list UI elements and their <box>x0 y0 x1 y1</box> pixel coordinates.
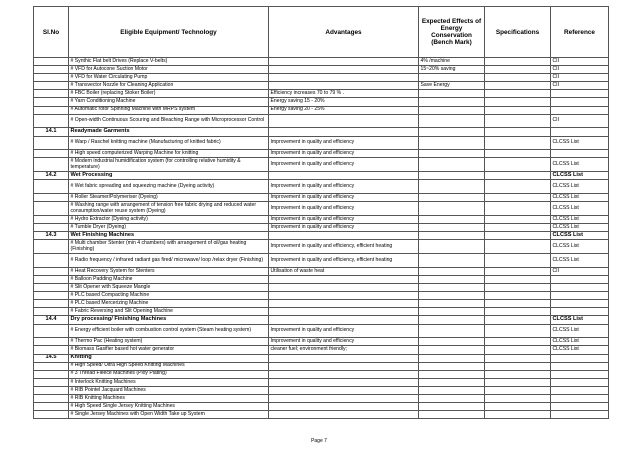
cell-advantages <box>269 232 419 240</box>
table-row <box>34 362 609 370</box>
cell-reference <box>551 90 609 98</box>
cell-advantages: Improvement in quality and efficiency <box>269 202 419 216</box>
table-row <box>34 324 609 338</box>
cell-equipment: # Hydro Extractor (Dyeing activity) <box>69 216 269 224</box>
cell-slno <box>34 58 69 66</box>
cell-reference: CLCSS List <box>551 216 609 224</box>
cell-reference <box>551 128 609 136</box>
cell-advantages: Improvement in quality and efficiency <box>269 158 419 172</box>
cell-specifications <box>485 106 551 114</box>
cell-equipment: Wet Processing <box>69 172 269 180</box>
cell-expected <box>419 254 485 268</box>
cell-expected <box>419 324 485 338</box>
table-row <box>34 240 609 254</box>
cell-expected <box>419 232 485 240</box>
cell-expected <box>419 128 485 136</box>
cell-expected <box>419 136 485 150</box>
cell-advantages <box>269 284 419 292</box>
cell-slno <box>34 267 69 275</box>
cell-specifications <box>485 308 551 316</box>
table-row <box>34 292 609 300</box>
cell-expected <box>419 202 485 216</box>
cell-specifications <box>485 74 551 82</box>
table-row <box>34 224 609 232</box>
cell-advantages <box>269 58 419 66</box>
cell-advantages: Improvement in quality and efficiency, efficient heating <box>269 254 419 268</box>
cell-specifications <box>485 386 551 394</box>
cell-reference: CII <box>551 74 609 82</box>
cell-reference: CLCSS List <box>551 224 609 232</box>
cell-reference <box>551 362 609 370</box>
table-row <box>34 370 609 378</box>
cell-reference <box>551 411 609 419</box>
section-row <box>34 128 609 136</box>
cell-equipment: # Heat Recovery System for Stenters <box>69 267 269 275</box>
cell-reference: CLCSS List <box>551 254 609 268</box>
cell-slno <box>34 292 69 300</box>
cell-equipment: # RIB Pointel Jacquard Machines <box>69 386 269 394</box>
cell-slno <box>34 370 69 378</box>
cell-slno <box>34 74 69 82</box>
cell-slno <box>34 114 69 128</box>
cell-equipment: # Interlock Knitting Machines <box>69 378 269 386</box>
cell-slno <box>34 202 69 216</box>
cell-specifications <box>485 98 551 106</box>
cell-advantages <box>269 82 419 90</box>
cell-slno <box>34 98 69 106</box>
header-row <box>34 7 609 58</box>
cell-equipment: Knitting <box>69 354 269 362</box>
header-equipment: Eligible Equipment/ Technology <box>69 7 269 58</box>
cell-reference: CLCSS List <box>551 158 609 172</box>
cell-slno <box>34 150 69 158</box>
cell-specifications <box>485 90 551 98</box>
header-expected-effects: Expected Effects of Energy Conservation (Bench Mark) <box>419 7 485 58</box>
cell-specifications <box>485 300 551 308</box>
cell-expected <box>419 411 485 419</box>
cell-equipment: # Transvector Nozzle for Cleaning Application <box>69 82 269 90</box>
cell-specifications <box>485 362 551 370</box>
cell-equipment: # Roller Steamer/Polymeriser (Dyeing) <box>69 194 269 202</box>
table-row <box>34 254 609 268</box>
cell-reference <box>551 395 609 403</box>
table-row <box>34 300 609 308</box>
section-row <box>34 354 609 362</box>
cell-advantages: Improvement in quality and efficiency <box>269 180 419 194</box>
cell-expected <box>419 216 485 224</box>
header-slno: Sl.No <box>34 7 69 58</box>
cell-reference <box>551 378 609 386</box>
cell-specifications <box>485 58 551 66</box>
cell-advantages <box>269 308 419 316</box>
cell-equipment: # Balloon Padding Machine <box>69 275 269 283</box>
cell-reference <box>551 386 609 394</box>
table-row <box>34 216 609 224</box>
cell-equipment: # High Speed/ Ultra High Speed Knitting Machines <box>69 362 269 370</box>
cell-advantages <box>269 172 419 180</box>
header-specifications: Specifications <box>485 7 551 58</box>
cell-expected <box>419 403 485 411</box>
cell-specifications <box>485 292 551 300</box>
cell-reference <box>551 403 609 411</box>
cell-advantages: Improvement in quality and efficiency <box>269 194 419 202</box>
equipment-table <box>33 6 609 419</box>
cell-equipment: # Radio frequency / infrared radiant gas fired/ microwave/ loop /relax dryer (Finishing) <box>69 254 269 268</box>
table-row <box>34 82 609 90</box>
cell-reference: CLCSS List <box>551 346 609 354</box>
cell-specifications <box>485 254 551 268</box>
cell-slno: 14.2 <box>34 172 69 180</box>
cell-reference: CLCSS List <box>551 240 609 254</box>
cell-slno <box>34 395 69 403</box>
cell-expected <box>419 354 485 362</box>
table-row <box>34 386 609 394</box>
cell-reference: CLCSS List <box>551 316 609 324</box>
cell-slno <box>34 308 69 316</box>
cell-reference <box>551 308 609 316</box>
cell-equipment: # Fabric Reversing and Slit Opening Machine <box>69 308 269 316</box>
cell-advantages <box>269 354 419 362</box>
cell-reference: CII <box>551 66 609 74</box>
cell-slno <box>34 194 69 202</box>
cell-equipment: # Wet fabric spreading and squeezing machine (Dyeing activity) <box>69 180 269 194</box>
cell-advantages: Improvement in quality and efficiency <box>269 136 419 150</box>
cell-specifications <box>485 172 551 180</box>
cell-slno <box>34 386 69 394</box>
cell-specifications <box>485 267 551 275</box>
cell-slno <box>34 324 69 338</box>
cell-expected <box>419 158 485 172</box>
cell-expected: 15~20% saving <box>419 66 485 74</box>
cell-equipment: # Tumble Dryer (Dyeing) <box>69 224 269 232</box>
cell-advantages <box>269 395 419 403</box>
cell-equipment: # VFD for Autocone Suction Motor <box>69 66 269 74</box>
cell-specifications <box>485 136 551 150</box>
cell-advantages <box>269 74 419 82</box>
cell-specifications <box>485 411 551 419</box>
cell-advantages: Utilisation of waste heat <box>269 267 419 275</box>
cell-expected <box>419 267 485 275</box>
cell-advantages <box>269 386 419 394</box>
cell-advantages <box>269 316 419 324</box>
cell-slno <box>34 158 69 172</box>
cell-equipment: # Thermo Pac (Heating system) <box>69 338 269 346</box>
cell-specifications <box>485 378 551 386</box>
cell-equipment: # 3 Thread Fleece Machines (Ploy Plating) <box>69 370 269 378</box>
cell-equipment: # VFD for Water Circulating Pump <box>69 74 269 82</box>
section-row <box>34 172 609 180</box>
cell-expected <box>419 308 485 316</box>
cell-slno <box>34 224 69 232</box>
cell-specifications <box>485 370 551 378</box>
cell-reference <box>551 370 609 378</box>
cell-expected <box>419 386 485 394</box>
cell-slno <box>34 82 69 90</box>
cell-specifications <box>485 232 551 240</box>
cell-equipment: # Multi chamber Stenter (min 4 chambers) with arrangement of oil/gas heating (Finishing) <box>69 240 269 254</box>
cell-expected <box>419 194 485 202</box>
cell-reference <box>551 292 609 300</box>
cell-equipment: # Warp / Raschel knitting machine (Manufacturing of knitted fabric) <box>69 136 269 150</box>
cell-slno <box>34 378 69 386</box>
cell-slno <box>34 403 69 411</box>
cell-advantages <box>269 114 419 128</box>
cell-expected <box>419 346 485 354</box>
cell-expected <box>419 338 485 346</box>
cell-expected <box>419 74 485 82</box>
cell-advantages: cleaner fuel; environment friendly; <box>269 346 419 354</box>
cell-specifications <box>485 194 551 202</box>
table-row <box>34 202 609 216</box>
cell-reference <box>551 284 609 292</box>
cell-expected <box>419 300 485 308</box>
header-advantages: Advantages <box>269 7 419 58</box>
cell-reference: CLCSS List <box>551 202 609 216</box>
table-row <box>34 338 609 346</box>
cell-reference <box>551 106 609 114</box>
table-row <box>34 66 609 74</box>
table-row <box>34 136 609 150</box>
cell-reference: CLCSS List <box>551 194 609 202</box>
cell-specifications <box>485 114 551 128</box>
cell-expected <box>419 180 485 194</box>
cell-expected <box>419 224 485 232</box>
cell-reference <box>551 98 609 106</box>
cell-expected <box>419 98 485 106</box>
table-row <box>34 106 609 114</box>
cell-specifications <box>485 158 551 172</box>
cell-expected <box>419 378 485 386</box>
cell-expected <box>419 316 485 324</box>
cell-expected <box>419 90 485 98</box>
cell-specifications <box>485 240 551 254</box>
cell-advantages <box>269 411 419 419</box>
cell-slno <box>34 66 69 74</box>
cell-equipment: # Slit Opener with Squeeze Mangle <box>69 284 269 292</box>
cell-reference <box>551 150 609 158</box>
cell-slno <box>34 240 69 254</box>
table-row <box>34 308 609 316</box>
cell-advantages: Improvement in quality and efficiency <box>269 324 419 338</box>
cell-equipment: # FBC Boiler (replacing Stoker Boiler) <box>69 90 269 98</box>
table-row <box>34 158 609 172</box>
cell-equipment: # Biomass Gasifier based hot water generator <box>69 346 269 354</box>
cell-specifications <box>485 150 551 158</box>
cell-slno <box>34 216 69 224</box>
cell-slno <box>34 180 69 194</box>
cell-equipment: # RIB Knitting Machines <box>69 395 269 403</box>
cell-slno <box>34 300 69 308</box>
cell-specifications <box>485 324 551 338</box>
table-row <box>34 74 609 82</box>
cell-advantages <box>269 292 419 300</box>
cell-expected <box>419 150 485 158</box>
cell-expected <box>419 284 485 292</box>
cell-expected <box>419 106 485 114</box>
cell-equipment: # Washing range with arrangement of tension free fabric drying and reduced water consumption/water reuse system (Dyeing) <box>69 202 269 216</box>
cell-specifications <box>485 216 551 224</box>
cell-advantages: Improvement in quality and efficiency <box>269 150 419 158</box>
cell-advantages <box>269 275 419 283</box>
cell-equipment: # Automatic rotor Spinning Machine with MRPS system <box>69 106 269 114</box>
cell-advantages <box>269 403 419 411</box>
table-row <box>34 411 609 419</box>
cell-advantages: Improvement in quality and efficiency, efficient heating <box>269 240 419 254</box>
cell-reference: CLCSS List <box>551 180 609 194</box>
cell-slno: 14.5 <box>34 354 69 362</box>
cell-reference: CII <box>551 58 609 66</box>
cell-specifications <box>485 180 551 194</box>
section-row <box>34 232 609 240</box>
cell-reference: CLCSS List <box>551 338 609 346</box>
header-reference: Reference <box>551 7 609 58</box>
cell-advantages: Improvement in quality and efficiency <box>269 224 419 232</box>
cell-specifications <box>485 82 551 90</box>
page-number: Page 7 <box>311 438 327 444</box>
cell-slno: 14.1 <box>34 128 69 136</box>
table-row <box>34 284 609 292</box>
cell-slno <box>34 136 69 150</box>
table-row <box>34 114 609 128</box>
cell-slno <box>34 362 69 370</box>
cell-equipment: Dry processing/ Finishing Machines <box>69 316 269 324</box>
cell-advantages <box>269 370 419 378</box>
cell-reference <box>551 354 609 362</box>
table-row <box>34 58 609 66</box>
cell-specifications <box>485 354 551 362</box>
cell-equipment: # PLC based Compacting Machine <box>69 292 269 300</box>
cell-reference: CII <box>551 267 609 275</box>
table-row <box>34 194 609 202</box>
cell-reference <box>551 275 609 283</box>
cell-slno <box>34 411 69 419</box>
cell-slno: 14.3 <box>34 232 69 240</box>
table-row <box>34 150 609 158</box>
cell-specifications <box>485 316 551 324</box>
table-row <box>34 346 609 354</box>
cell-reference: CLCSS List <box>551 232 609 240</box>
cell-advantages: Improvement in quality and efficiency <box>269 338 419 346</box>
cell-expected <box>419 292 485 300</box>
cell-equipment: # Open-width Continuous Scouring and Bleaching Range with Microprocessor Control <box>69 114 269 128</box>
cell-reference: CII <box>551 82 609 90</box>
cell-slno <box>34 275 69 283</box>
table-row <box>34 98 609 106</box>
cell-equipment: # Modern industrial humidification system (for controlling relative humidity & temperature) <box>69 158 269 172</box>
cell-specifications <box>485 275 551 283</box>
cell-specifications <box>485 224 551 232</box>
cell-slno: 14.4 <box>34 316 69 324</box>
cell-advantages <box>269 128 419 136</box>
section-row <box>34 316 609 324</box>
cell-equipment: # Yarn Conditioning Machine <box>69 98 269 106</box>
cell-equipment: # Synthic Flat belt Drives (Replace V-belts) <box>69 58 269 66</box>
cell-reference: CLCSS List <box>551 324 609 338</box>
table-row <box>34 395 609 403</box>
cell-slno <box>34 346 69 354</box>
cell-equipment: # High speed computerized Warping Machine for knitting <box>69 150 269 158</box>
table-row <box>34 378 609 386</box>
cell-specifications <box>485 202 551 216</box>
cell-advantages: Efficiency increases 70 to 79 % . <box>269 90 419 98</box>
cell-expected <box>419 275 485 283</box>
table-row <box>34 180 609 194</box>
cell-expected: 4% /machine <box>419 58 485 66</box>
cell-reference: CII <box>551 114 609 128</box>
cell-expected <box>419 370 485 378</box>
cell-advantages <box>269 300 419 308</box>
cell-equipment: # PLC based Mercerizing Machine <box>69 300 269 308</box>
cell-equipment: # Energy efficient boiler with combustion control system (Steam heating system) <box>69 324 269 338</box>
cell-advantages: Improvement in quality and efficiency <box>269 216 419 224</box>
cell-slno <box>34 284 69 292</box>
cell-reference: CLCSS List <box>551 136 609 150</box>
cell-expected <box>419 395 485 403</box>
cell-specifications <box>485 338 551 346</box>
table-row <box>34 275 609 283</box>
cell-advantages <box>269 362 419 370</box>
cell-expected <box>419 114 485 128</box>
cell-specifications <box>485 403 551 411</box>
cell-specifications <box>485 284 551 292</box>
cell-slno <box>34 106 69 114</box>
cell-specifications <box>485 395 551 403</box>
cell-equipment: # High Speed Single Jersey Knitting Machines <box>69 403 269 411</box>
cell-slno <box>34 90 69 98</box>
cell-equipment: Readymade Garments <box>69 128 269 136</box>
cell-expected <box>419 240 485 254</box>
cell-advantages <box>269 66 419 74</box>
cell-slno <box>34 254 69 268</box>
cell-reference <box>551 300 609 308</box>
cell-equipment: Wet Finishing Machines <box>69 232 269 240</box>
table-row <box>34 267 609 275</box>
cell-expected <box>419 172 485 180</box>
cell-advantages: Energy saving 20 - 25% <box>269 106 419 114</box>
cell-reference: CLCSS List <box>551 172 609 180</box>
cell-advantages <box>269 378 419 386</box>
table-row <box>34 90 609 98</box>
cell-expected: Save Energy <box>419 82 485 90</box>
cell-slno <box>34 338 69 346</box>
cell-specifications <box>485 66 551 74</box>
table-row <box>34 403 609 411</box>
cell-expected <box>419 362 485 370</box>
cell-specifications <box>485 128 551 136</box>
cell-specifications <box>485 346 551 354</box>
cell-advantages: Energy saving 15 - 20% <box>269 98 419 106</box>
cell-equipment: # Single Jersey Machines with Open Width Take up System <box>69 411 269 419</box>
